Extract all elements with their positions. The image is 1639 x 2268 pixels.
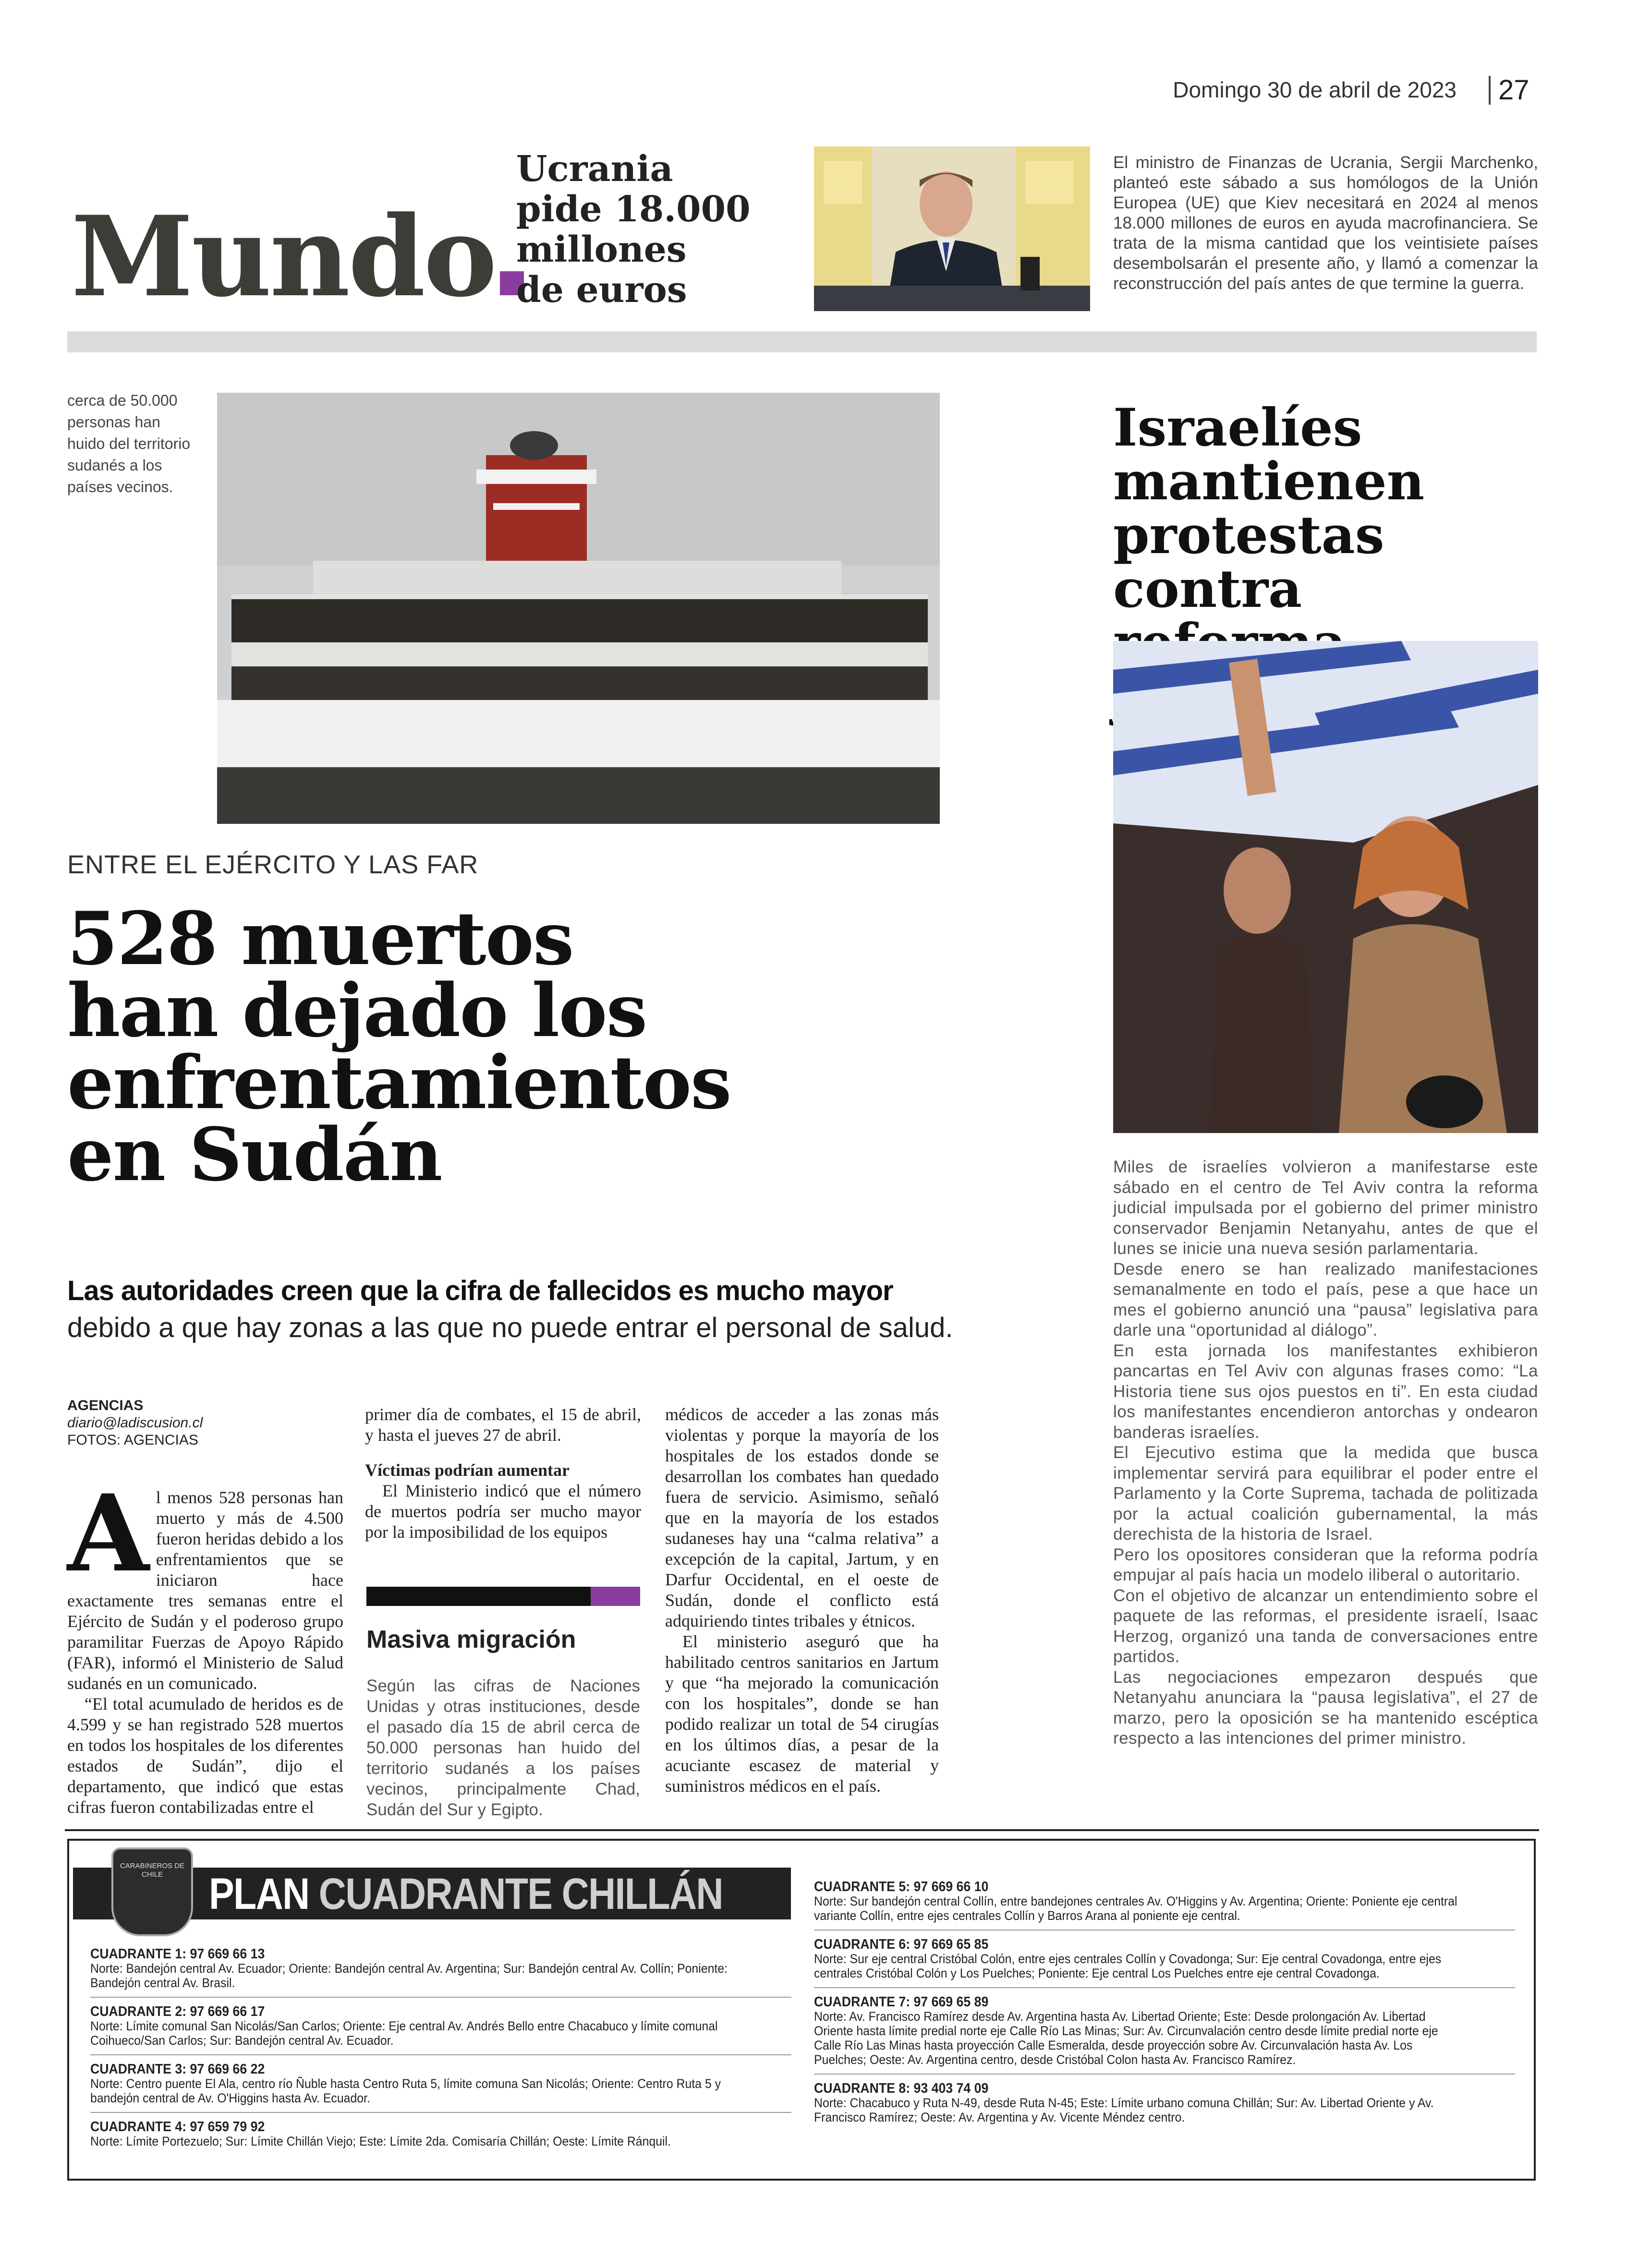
carabineros-shield-icon xyxy=(111,1847,193,1936)
quadrant-heading: CUADRANTE 8: 93 403 74 09 xyxy=(814,2081,989,2096)
article-paragraph: El Ministerio indicó que el número de muertos podría ser mucho mayor por la imposibilidad de los equipos xyxy=(365,1481,641,1542)
quadrant-separator xyxy=(90,2054,791,2055)
section-title xyxy=(71,192,524,322)
quadrant-entry xyxy=(814,1880,1459,1923)
footer-rule xyxy=(65,1829,1539,1831)
dateline: Domingo 30 de abril de 2023 xyxy=(1173,77,1457,102)
article-paragraph: “El total acumulado de heridos es de 4.599 y se han registrado 528 muertos en todos los hospitales de los diferentes estados de Sudán”, dijo el departamento, que indicó que estas cifras fueron contabilizadas entre el xyxy=(67,1694,343,1817)
ad-right-column xyxy=(814,1880,1515,2124)
quadrant-entry xyxy=(90,2062,735,2105)
sudan-headline-line: han dejado los xyxy=(67,967,647,1053)
article-paragraph: primer día de combates, el 15 de abril, y hasta el jueves 27 de abril. xyxy=(365,1405,641,1445)
quadrant-entry xyxy=(90,2120,735,2148)
article-paragraph: El Ejecutivo estima que la medida que busca implementar servirá para equilibrar el poder entre el Parlamento y la Corte Suprema, tachada de politizada por la actual coalición gubernamental, la más derechista de la historia de Israel. xyxy=(1113,1443,1538,1544)
ad-left-column xyxy=(90,1947,791,2148)
sudan-ship-photo xyxy=(217,393,940,824)
quadrant-heading: CUADRANTE 7: 97 669 65 89 xyxy=(814,1994,989,2010)
ukraine-photo-illustration xyxy=(814,146,1090,311)
israel-protest-photo xyxy=(1113,641,1538,1133)
quadrant-heading: CUADRANTE 6: 97 669 65 85 xyxy=(814,1937,989,1952)
header-divider xyxy=(67,331,1537,352)
drop-cap: A xyxy=(67,1471,149,1595)
quadrant-heading: CUADRANTE 1: 97 669 66 13 xyxy=(90,1946,265,1962)
article-column-1 xyxy=(67,1471,343,1818)
quadrant-body: Norte: Sur bandejón central Collín, entre bandejones centrales Av. O'Higgins y Av. Argentina; Oriente: Poniente eje central variante Collín, entre ejes centrales Collín y Barros Arana al poniente eje central. xyxy=(814,1894,1457,1923)
quadrant-heading: CUADRANTE 5: 97 669 66 10 xyxy=(814,1879,989,1894)
subheadline-bold: Las autoridades creen que la cifra de fallecidos es mucho mayor xyxy=(67,1275,893,1306)
quadrant-entry xyxy=(814,2081,1459,2124)
shield-text: CARABINEROS DE CHILE xyxy=(120,1862,185,1879)
article-paragraph: Pero los opositores consideran que la reforma podría empujar al país hacia un modelo iliberal o autoritario. xyxy=(1113,1545,1538,1584)
article-column-2 xyxy=(365,1404,641,1543)
ad-title-rest: CUADRANTE CHILLÁN xyxy=(318,1870,723,1918)
quadrant-body: Norte: Bandejón central Av. Ecuador; Oriente: Bandejón central Av. Argentina; Sur: Bandejón central Av. Collín; Poniente: Bandejón central Av. Brasil. xyxy=(90,1961,728,1990)
photo-caption: cerca de 50.000 personas han huido del territorio sudanés a los países vecinos. xyxy=(67,392,191,495)
sudan-headline-line: enfrentamientos xyxy=(67,1039,731,1125)
quadrant-separator xyxy=(814,2074,1515,2075)
israel-article xyxy=(1113,1157,1538,1749)
article-paragraph: médicos de acceder a las zonas más violentas y porque la mayoría de los hospitales de los estados donde se desarrollan los combates han quedado fuera de servicio. Asimismo, señaló que en la mayoría de los estados sudaneses hay una “calma relativa” a excepción de la capital, Jartum, y en Darfur Occidental, en el oeste de Sudán, donde el conflicto está adquiriendo tintes tribales y étnicos. xyxy=(665,1405,939,1630)
article-paragraph: Las negociaciones empezaron después que Netanyahu anunciara la “pausa legislativa”, el 27 de marzo, pero la oposición se ha mantenido escéptica respecto a las intenciones del primer ministro. xyxy=(1113,1667,1538,1748)
sidebar-title: Masiva migración xyxy=(366,1626,576,1653)
article-subhead: Víctimas podrían aumentar xyxy=(365,1460,570,1480)
ad-title xyxy=(209,1871,723,1917)
article-paragraph: En esta jornada los manifestantes exhibieron pancartas en Tel Aviv con algunas frases como: “La Historia tiene sus ojos puestos en ti”. En esta ciudad los manifestantes encendieron antorchas y ondearon banderas israelíes. xyxy=(1113,1341,1538,1442)
quadrant-body: Norte: Sur eje central Cristóbal Colón, entre ejes centrales Collín y Covadonga; Sur: Eje central Covadonga, entre ejes centrales Cristóbal Colón y Los Puelches; Poniente: Eje central Los Puelches entre eje central Covadonga. xyxy=(814,1952,1442,1980)
ukraine-headline-line: pide 18.000 xyxy=(516,189,751,230)
article-paragraph: El ministerio aseguró que ha habilitado centros sanitarios en Jartum y que “ha mejorado la comunicación con los hospitales”, donde se han podido realizar un total de 54 cirugías en los últimos días, a pesar de la acuciante escasez de material y suministros médicos en el país. xyxy=(665,1632,939,1796)
article-paragraph: l menos 528 personas han muerto y más de 4.500 fueron heridas debido a los enfrentamientos que se iniciaron hace exactamente tres semanas entre el Ejército de Sudán y el poderoso grupo paramilitar Fuerzas de Apoyo Rápido (FAR), informó el Ministerio de Salud sudanés en un comunicado. xyxy=(67,1488,343,1693)
byline xyxy=(67,1397,203,1449)
quadrant-heading: CUADRANTE 2: 97 669 66 17 xyxy=(90,2004,265,2019)
article-paragraph: Con el objetivo de alcanzar un entendimiento sobre el paquete de las reformas, el presidente israelí, Isaac Herzog, organizó una tanda de conversaciones entre partidos. xyxy=(1113,1586,1538,1666)
byline-photos: FOTOS: AGENCIAS xyxy=(67,1432,198,1448)
article-kicker: ENTRE EL EJÉRCITO Y LAS FAR xyxy=(67,850,479,879)
section-title-text: Mundo xyxy=(71,192,496,322)
quadrant-entry xyxy=(814,1995,1459,2067)
israel-headline-line: mantienen xyxy=(1113,451,1425,512)
ukraine-headline-line: millones xyxy=(516,229,687,270)
israel-headline-line: Israelíes xyxy=(1113,398,1362,458)
page-number: 27 xyxy=(1498,74,1530,106)
dateline-divider xyxy=(1489,76,1491,105)
quadrant-body: Norte: Límite Portezuelo; Sur: Límite Chillán Viejo; Este: Límite 2da. Comisaría Chillán; Oeste: Límite Ránquil. xyxy=(90,2134,671,2148)
byline-email[interactable]: diario@ladiscusion.cl xyxy=(67,1415,203,1431)
quadrant-heading: CUADRANTE 4: 97 659 79 92 xyxy=(90,2119,265,2135)
sudan-headline-line: en Sudán xyxy=(67,1111,442,1197)
ukraine-headline-line: de euros xyxy=(516,269,687,311)
ukraine-summary: El ministro de Finanzas de Ucrania, Sergii Marchenko, planteó este sábado a sus homólogos de la Unión Europea (UE) que Kiev necesitará en 2024 al menos 18.000 millones de euros en ayuda macrofinanciera. Se trata de la misma cantidad que los veintisiete países desembolsarán el presente año, y llamó a comenzar la reconstrucción del país antes de que termine la guerra. xyxy=(1113,153,1538,293)
sidebar-text: Según las cifras de Naciones Unidas y otras instituciones, desde el pasado día 15 de abril cerca de 50.000 personas han huido del territorio sudanés a los países vecinos, principalmente Chad, Sudán del Sur y Egipto. xyxy=(366,1677,640,1819)
quadrant-entry xyxy=(90,2004,735,2048)
quadrant-entry xyxy=(814,1937,1459,1980)
ukraine-minister-photo xyxy=(814,146,1090,311)
quadrant-body: Norte: Límite comunal San Nicolás/San Carlos; Oriente: Eje central Av. Andrés Bello entre Chacabuco y límite comunal Coihueco/San Carlos; Sur: Bandejón central Av. Ecuador. xyxy=(90,2019,718,2048)
israel-headline-line: protestas contra xyxy=(1113,505,1384,619)
quadrant-separator xyxy=(814,1987,1515,1988)
quadrant-body: Norte: Chacabuco y Ruta N-49, desde Ruta N-45; Este: Límite urbano comuna Chillán; Sur: Av. Libertad Oriente y Av. Francisco Ramírez; Oeste: Av. Argentina y Av. Vicente Méndez centro. xyxy=(814,2096,1434,2124)
quadrant-separator xyxy=(90,1997,791,1998)
protest-illustration xyxy=(1113,641,1538,1133)
sudan-headline xyxy=(67,895,884,1197)
ad-title-plan: PLAN xyxy=(209,1870,309,1918)
quadrant-body: Norte: Av. Francisco Ramírez desde Av. Argentina hasta Av. Libertad Oriente; Este: Desde prolongación Av. Libertad Oriente hasta límite predial norte eje Calle Río Las Minas; Sur: Av. Circunvalación centro desde límite predial norte eje Calle Río Las Minas hasta proyección Calle Esmeralda, desde proyección sobre Av. Circunvalación hasta Av. Los Puelches; Oeste: Av. Argentina centro, desde Cristóbal Colon hasta Av. Francisco Ramírez. xyxy=(814,2009,1438,2067)
article-paragraph: Miles de israelíes volvieron a manifestarse este sábado en el centro de Tel Aviv contra la reforma judicial impulsada por el gobierno del primer ministro conservador Benjamin Netanyahu, antes de que el lunes se inicie una nueva sesión parlamentaria. xyxy=(1113,1158,1538,1258)
article-column-3 xyxy=(665,1404,939,1797)
sidebar-bar-accent xyxy=(591,1587,640,1606)
sudan-headline-line: 528 muertos xyxy=(67,895,573,981)
ukraine-headline xyxy=(516,149,766,310)
article-paragraph: Desde enero se han realizado manifestaciones semanalmente en todo el país, pese a que hace un mes el gobierno anunció una “pausa” legislativa para darle una “oportunidad al diálogo”. xyxy=(1113,1259,1538,1339)
byline-agency: AGENCIAS xyxy=(67,1398,144,1413)
ship-illustration xyxy=(217,393,940,824)
quadrant-body: Norte: Centro puente El Ala, centro río Ñuble hasta Centro Ruta 5, límite comuna San Nicolás; Oriente: Centro Ruta 5 y bandejón central de Av. O'Higgins hasta Av. Ecuador. xyxy=(90,2076,721,2105)
subheadline: debido a que hay zonas a las que no puede entrar el personal de salud. xyxy=(67,1312,953,1343)
ukraine-headline-line: Ucrania xyxy=(516,148,673,190)
quadrant-entry xyxy=(90,1947,735,1990)
quadrant-heading: CUADRANTE 3: 97 669 66 22 xyxy=(90,2062,265,2077)
quadrant-separator xyxy=(90,2112,791,2113)
